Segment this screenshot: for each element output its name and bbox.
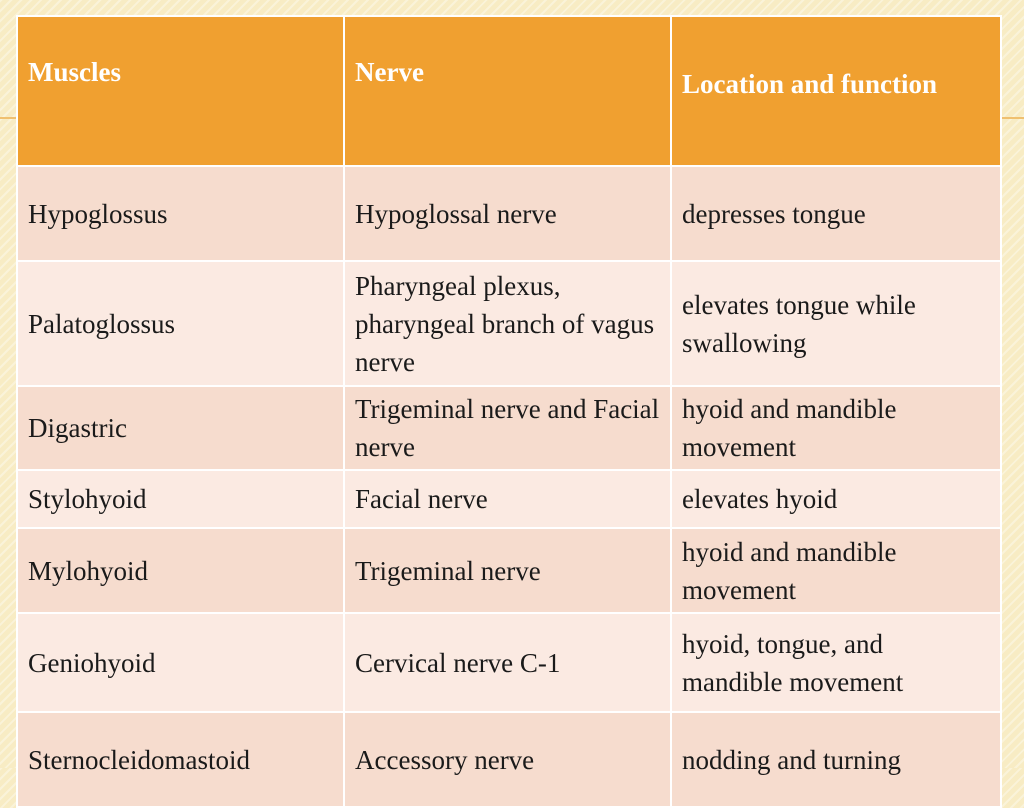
muscle-nerve-table-container — [16, 15, 1000, 775]
cell-nerve: Trigeminal nerve and Facial nerve — [344, 386, 671, 470]
cell-muscle: Palatoglossus — [17, 261, 344, 386]
table-row — [17, 528, 1001, 613]
cell-function: depresses tongue — [671, 166, 1001, 261]
cell-muscle: Hypoglossus — [17, 166, 344, 261]
table-row — [17, 261, 1001, 386]
cell-nerve: Facial nerve — [344, 470, 671, 528]
cell-function: hyoid and mandible movement — [671, 528, 1001, 613]
cell-muscle: Mylohyoid — [17, 528, 344, 613]
cell-function: hyoid, tongue, and mandible movement — [671, 613, 1001, 712]
table-row — [17, 613, 1001, 712]
cell-muscle: Digastric — [17, 386, 344, 470]
cell-muscle: Stylohyoid — [17, 470, 344, 528]
cell-muscle: Sternocleidomastoid — [17, 712, 344, 807]
cell-muscle: Geniohyoid — [17, 613, 344, 712]
cell-function: elevates tongue while swallowing — [671, 261, 1001, 386]
header-nerve: Nerve — [344, 16, 671, 166]
muscle-nerve-table — [16, 15, 1002, 808]
cell-nerve: Pharyngeal plexus, pharyngeal branch of vagus nerve — [344, 261, 671, 386]
cell-nerve: Cervical nerve C-1 — [344, 613, 671, 712]
cell-nerve: Accessory nerve — [344, 712, 671, 807]
cell-nerve: Hypoglossal nerve — [344, 166, 671, 261]
cell-function: elevates hyoid — [671, 470, 1001, 528]
table-row — [17, 166, 1001, 261]
table-row — [17, 386, 1001, 470]
cell-function: hyoid and mandible movement — [671, 386, 1001, 470]
table-row — [17, 712, 1001, 807]
cell-nerve: Trigeminal nerve — [344, 528, 671, 613]
header-muscles: Muscles — [17, 16, 344, 166]
cell-function: nodding and turning — [671, 712, 1001, 807]
table-row — [17, 470, 1001, 528]
table-header-row — [17, 16, 1001, 166]
header-location-function: Location and function — [671, 16, 1001, 166]
